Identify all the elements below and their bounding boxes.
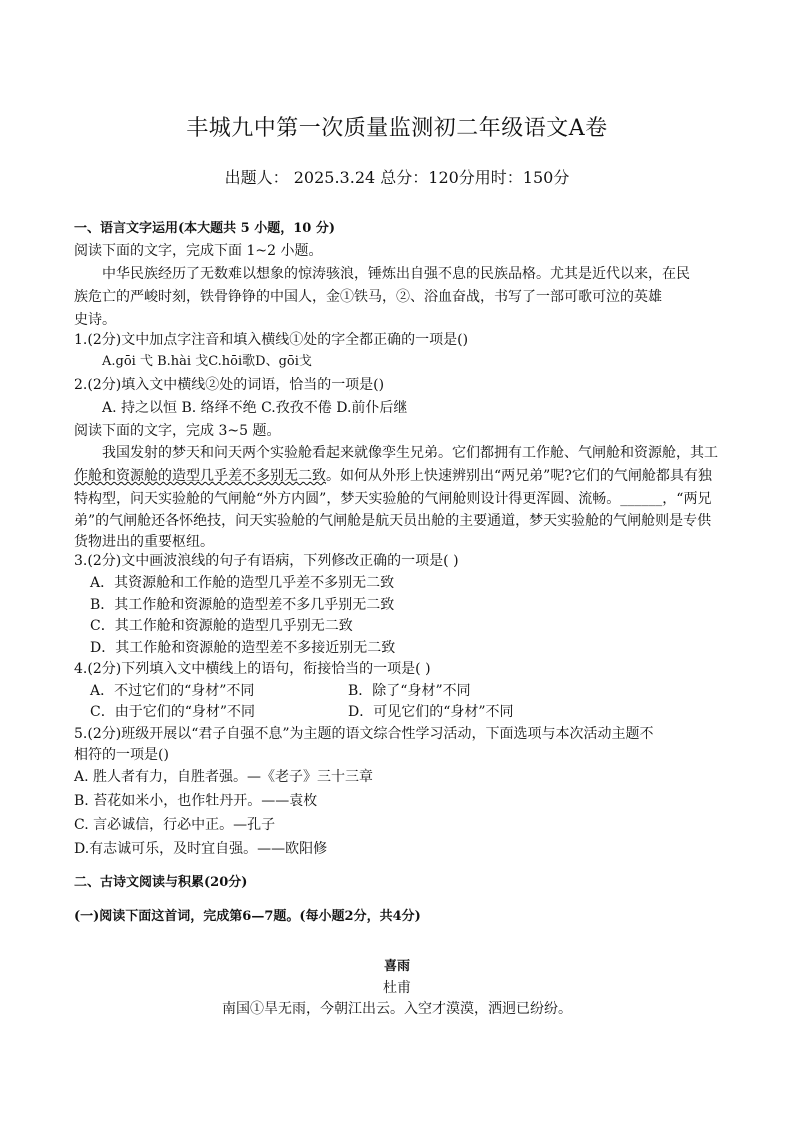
question-5-option-d: D.有志诚可乐，及时宜自强。——欧阳修: [74, 841, 328, 857]
question-4-option-d: D．可见它们的“身材”不同: [348, 704, 514, 720]
passage-2-line: 特构型，问天实验舱的气闸舱“外方内圆”，梦天实验舱的气闸舱则设计得更浑圆、流畅。______，“两兄: [74, 491, 712, 507]
wavy-underlined-sentence: 作舱和资源舱的造型几乎差不多别无二致: [74, 468, 326, 484]
passage-1-line: 史诗。: [74, 312, 116, 328]
section-2-heading: 二、古诗文阅读与积累(20分): [74, 875, 248, 890]
question-5-stem: 相符的一项是(): [74, 747, 169, 763]
question-5-option-c: C. 言必诚信，行必中正。—孔子: [74, 817, 276, 833]
passage-2-text: 。如何从外形上快速辨别出“两兄弟”呢?它们的气闸舱都具有独: [326, 468, 712, 484]
reading-intro-2: 阅读下面的文字，完成 3~5 题。: [74, 423, 281, 439]
question-4-option-b: B．除了“身材”不同: [348, 683, 471, 699]
passage-1-line: 中华民族经历了无数难以想象的惊涛骇浪，锤炼出自强不息的民族品格。尤其是近代以来，在民: [102, 266, 690, 282]
section-1-heading: 一、语言文字运用(本大题共 5 小题，10 分): [74, 221, 336, 236]
passage-2-line: [74, 466, 712, 486]
question-4-stem: 4.(2分)下列填入文中横线上的语句，衔接恰当的一项是( ): [74, 661, 431, 677]
passage-2-line: 我国发射的梦天和问天两个实验舱看起来就像孪生兄弟。它们都拥有工作舱、气闸舱和资源舱，其工: [102, 445, 718, 461]
section-2-subheading: (一)阅读下面这首词，完成第6—7题。(每小题2分，共4分): [74, 909, 421, 924]
question-3-option-a: A．其资源舱和工作舱的造型几乎差不多别无二致: [90, 575, 395, 591]
poem-title: 喜雨: [383, 959, 410, 974]
question-2-options: A. 持之以恒 B. 络绎不绝 C.孜孜不倦 D.前仆后继: [102, 400, 408, 416]
question-4-option-a: A．不过它们的“身材”不同: [90, 683, 255, 699]
question-1-options: A.gōi 弋 B.hài 戈C.hōi歌D、gōi戈: [102, 354, 312, 369]
question-3-stem: 3.(2分)文中画波浪线的句子有语病，下列修改正确的一项是( ): [74, 553, 459, 569]
passage-2-line: 货物进出的重要枢纽。: [74, 534, 214, 550]
poem-author: 杜甫: [383, 980, 411, 996]
passage-2-line: 弟”的气闸舱还各怀绝技，问天实验舱的气闸舱是航天员出舱的主要通道，梦天实验舱的气闸舱则是专供: [74, 513, 712, 529]
page-title: 丰城九中第一次质量监测初二年级语文A卷: [186, 116, 608, 141]
question-3-option-d: D．其工作舱和资源舱的造型差不多接近别无二致: [90, 640, 396, 656]
question-1-stem: 1.(2分)文中加点字注音和填入横线①处的字全都正确的一项是(): [74, 332, 469, 348]
question-2-stem: 2.(2分)填入文中横线②处的词语，恰当的一项是(): [74, 377, 385, 393]
question-3-option-b: B．其工作舱和资源舱的造型差不多几乎别无二致: [90, 597, 395, 613]
question-5-option-b: B. 苔花如米小，也作牡丹开。——袁枚: [74, 793, 318, 809]
question-5-option-a: A. 胜人者有力，自胜者强。—《老子》三十三章: [74, 769, 374, 785]
reading-intro-1: 阅读下面的文字，完成下面 1~2 小题。: [74, 243, 323, 259]
poem-line: 南国①旱无雨，今朝江出云。入空才漠漠，洒迥已纷纷。: [222, 1001, 572, 1017]
passage-1-line: 族危亡的严峻时刻，铁骨铮铮的中国人，金①铁马，②、浴血奋战，书写了一部可歌可泣的英雄: [74, 289, 662, 305]
question-3-option-c: C．其工作舱和资源舱的造型几乎别无二致: [90, 618, 353, 634]
question-5-stem: 5.(2分)班级开展以“君子自强不息”为主题的语文综合性学习活动，下面选项与本次活动主题不: [74, 726, 654, 742]
exam-meta: 出题人： 2025.3.24 总分：120分用时：150分: [224, 168, 570, 187]
question-4-option-c: C．由于它们的“身材”不同: [90, 704, 256, 720]
